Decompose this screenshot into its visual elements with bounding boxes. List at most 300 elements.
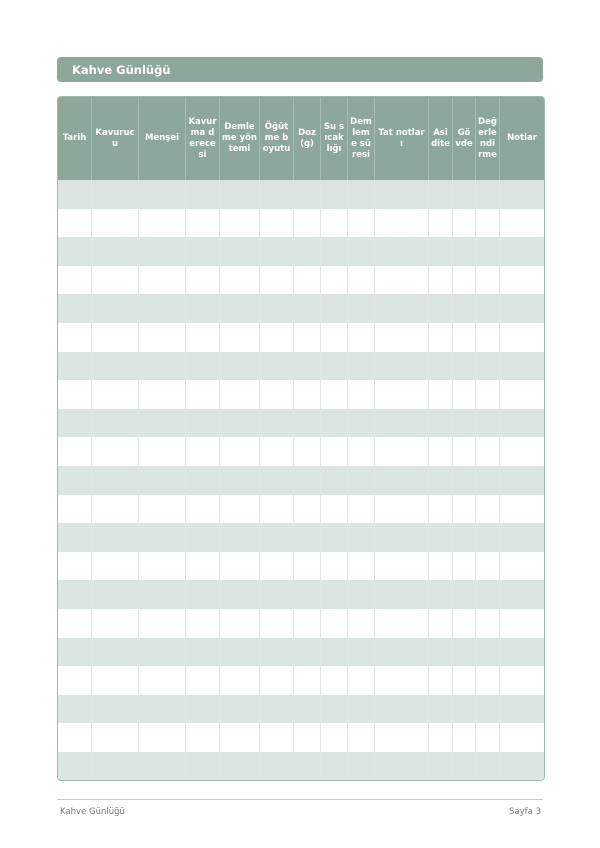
- table-cell[interactable]: [321, 352, 348, 381]
- table-cell[interactable]: [429, 695, 453, 724]
- table-cell[interactable]: [500, 552, 544, 581]
- table-cell[interactable]: [58, 180, 92, 209]
- table-cell[interactable]: [220, 180, 260, 209]
- table-cell[interactable]: [294, 523, 321, 552]
- table-cell[interactable]: [476, 723, 500, 752]
- table-cell[interactable]: [186, 237, 220, 266]
- table-cell[interactable]: [375, 323, 429, 352]
- table-cell[interactable]: [220, 352, 260, 381]
- table-cell[interactable]: [321, 294, 348, 323]
- table-cell[interactable]: [294, 237, 321, 266]
- table-cell[interactable]: [429, 180, 453, 209]
- table-cell[interactable]: [186, 437, 220, 466]
- table-cell[interactable]: [58, 437, 92, 466]
- table-cell[interactable]: [58, 466, 92, 495]
- table-cell[interactable]: [348, 523, 375, 552]
- table-cell[interactable]: [348, 352, 375, 381]
- table-row: [58, 466, 544, 495]
- table-cell[interactable]: [500, 638, 544, 667]
- table-cell[interactable]: [321, 523, 348, 552]
- table-cell[interactable]: [58, 323, 92, 352]
- table-cell[interactable]: [220, 495, 260, 524]
- table-cell[interactable]: [500, 437, 544, 466]
- table-cell[interactable]: [375, 466, 429, 495]
- table-cell[interactable]: [186, 323, 220, 352]
- table-cell[interactable]: [348, 180, 375, 209]
- table-cell[interactable]: [220, 380, 260, 409]
- table-cell[interactable]: [220, 723, 260, 752]
- table-cell[interactable]: [453, 552, 476, 581]
- table-cell[interactable]: [220, 638, 260, 667]
- table-cell[interactable]: [139, 237, 186, 266]
- table-cell[interactable]: [260, 695, 294, 724]
- table-cell[interactable]: [429, 266, 453, 295]
- table-cell[interactable]: [453, 409, 476, 438]
- table-cell[interactable]: [453, 323, 476, 352]
- table-cell[interactable]: [58, 352, 92, 381]
- table-cell[interactable]: [260, 580, 294, 609]
- table-cell[interactable]: [220, 552, 260, 581]
- table-cell[interactable]: [294, 552, 321, 581]
- table-cell[interactable]: [348, 552, 375, 581]
- table-cell[interactable]: [58, 380, 92, 409]
- table-cell[interactable]: [321, 723, 348, 752]
- table-cell[interactable]: [139, 323, 186, 352]
- table-cell[interactable]: [58, 580, 92, 609]
- table-cell[interactable]: [220, 752, 260, 781]
- table-cell[interactable]: [260, 352, 294, 381]
- table-cell[interactable]: [139, 409, 186, 438]
- table-cell[interactable]: [453, 380, 476, 409]
- table-cell[interactable]: [375, 294, 429, 323]
- table-cell[interactable]: [186, 180, 220, 209]
- table-cell[interactable]: [321, 495, 348, 524]
- table-cell[interactable]: [375, 666, 429, 695]
- table-cell[interactable]: [294, 294, 321, 323]
- table-cell[interactable]: [220, 437, 260, 466]
- table-cell[interactable]: [476, 752, 500, 781]
- table-cell[interactable]: [186, 552, 220, 581]
- column-header-brew-time: Demleme süresi: [348, 97, 375, 180]
- table-cell[interactable]: [500, 352, 544, 381]
- table-cell[interactable]: [453, 437, 476, 466]
- table-cell[interactable]: [476, 695, 500, 724]
- table-cell[interactable]: [429, 552, 453, 581]
- table-cell[interactable]: [58, 409, 92, 438]
- table-cell[interactable]: [429, 352, 453, 381]
- table-cell[interactable]: [321, 666, 348, 695]
- table-cell[interactable]: [321, 180, 348, 209]
- table-cell[interactable]: [139, 723, 186, 752]
- table-cell[interactable]: [375, 523, 429, 552]
- table-cell[interactable]: [139, 495, 186, 524]
- table-cell[interactable]: [294, 580, 321, 609]
- table-cell[interactable]: [476, 180, 500, 209]
- table-cell[interactable]: [348, 294, 375, 323]
- table-cell[interactable]: [321, 266, 348, 295]
- table-cell[interactable]: [92, 437, 139, 466]
- table-cell[interactable]: [375, 180, 429, 209]
- column-header-brew-method: Demleme yöntemi: [220, 97, 260, 180]
- table-cell[interactable]: [139, 752, 186, 781]
- table-cell[interactable]: [375, 580, 429, 609]
- table-cell[interactable]: [92, 580, 139, 609]
- table-cell[interactable]: [476, 209, 500, 238]
- table-cell[interactable]: [476, 352, 500, 381]
- table-cell[interactable]: [294, 638, 321, 667]
- table-cell[interactable]: [375, 723, 429, 752]
- table-cell[interactable]: [321, 695, 348, 724]
- table-cell[interactable]: [260, 180, 294, 209]
- table-cell[interactable]: [58, 237, 92, 266]
- table-cell[interactable]: [260, 237, 294, 266]
- table-cell[interactable]: [139, 294, 186, 323]
- table-cell[interactable]: [453, 352, 476, 381]
- table-cell[interactable]: [92, 723, 139, 752]
- table-cell[interactable]: [58, 523, 92, 552]
- table-cell[interactable]: [220, 609, 260, 638]
- table-cell[interactable]: [453, 180, 476, 209]
- table-cell[interactable]: [260, 523, 294, 552]
- table-cell[interactable]: [476, 466, 500, 495]
- table-cell[interactable]: [500, 609, 544, 638]
- table-cell[interactable]: [453, 638, 476, 667]
- table-cell[interactable]: [453, 294, 476, 323]
- table-cell[interactable]: [294, 466, 321, 495]
- table-cell[interactable]: [294, 437, 321, 466]
- table-cell[interactable]: [58, 666, 92, 695]
- table-cell[interactable]: [58, 294, 92, 323]
- table-cell[interactable]: [139, 180, 186, 209]
- table-cell[interactable]: [92, 323, 139, 352]
- table-cell[interactable]: [58, 552, 92, 581]
- table-cell[interactable]: [186, 495, 220, 524]
- table-cell[interactable]: [476, 580, 500, 609]
- table-cell[interactable]: [500, 409, 544, 438]
- table-cell[interactable]: [453, 752, 476, 781]
- table-cell[interactable]: [186, 352, 220, 381]
- table-cell[interactable]: [260, 552, 294, 581]
- table-cell[interactable]: [500, 323, 544, 352]
- table-cell[interactable]: [92, 466, 139, 495]
- table-cell[interactable]: [260, 495, 294, 524]
- table-cell[interactable]: [321, 237, 348, 266]
- table-cell[interactable]: [348, 323, 375, 352]
- table-cell[interactable]: [429, 409, 453, 438]
- table-cell[interactable]: [500, 523, 544, 552]
- table-cell[interactable]: [92, 752, 139, 781]
- table-cell[interactable]: [429, 237, 453, 266]
- table-cell[interactable]: [476, 437, 500, 466]
- table-cell[interactable]: [348, 437, 375, 466]
- table-cell[interactable]: [260, 723, 294, 752]
- table-cell[interactable]: [139, 666, 186, 695]
- table-cell[interactable]: [500, 209, 544, 238]
- table-cell[interactable]: [186, 580, 220, 609]
- table-cell[interactable]: [220, 323, 260, 352]
- table-cell[interactable]: [453, 580, 476, 609]
- table-cell[interactable]: [500, 466, 544, 495]
- table-cell[interactable]: [476, 266, 500, 295]
- table-cell[interactable]: [92, 352, 139, 381]
- table-cell[interactable]: [139, 437, 186, 466]
- table-cell[interactable]: [375, 695, 429, 724]
- table-cell[interactable]: [220, 695, 260, 724]
- table-cell[interactable]: [92, 380, 139, 409]
- table-cell[interactable]: [321, 209, 348, 238]
- table-cell[interactable]: [186, 266, 220, 295]
- table-cell[interactable]: [260, 294, 294, 323]
- table-cell[interactable]: [500, 266, 544, 295]
- table-cell[interactable]: [321, 609, 348, 638]
- table-cell[interactable]: [375, 638, 429, 667]
- table-cell[interactable]: [186, 723, 220, 752]
- table-cell[interactable]: [375, 609, 429, 638]
- table-cell[interactable]: [453, 466, 476, 495]
- table-cell[interactable]: [260, 266, 294, 295]
- table-cell[interactable]: [348, 723, 375, 752]
- table-cell[interactable]: [429, 638, 453, 667]
- table-cell[interactable]: [92, 409, 139, 438]
- table-cell[interactable]: [321, 409, 348, 438]
- table-cell[interactable]: [348, 495, 375, 524]
- table-cell[interactable]: [453, 209, 476, 238]
- table-cell[interactable]: [375, 380, 429, 409]
- table-cell[interactable]: [375, 437, 429, 466]
- table-cell[interactable]: [375, 752, 429, 781]
- table-cell[interactable]: [348, 752, 375, 781]
- table-cell[interactable]: [500, 294, 544, 323]
- table-cell[interactable]: [429, 466, 453, 495]
- table-cell[interactable]: [186, 380, 220, 409]
- table-row: [58, 352, 544, 381]
- table-cell[interactable]: [476, 638, 500, 667]
- table-cell[interactable]: [476, 380, 500, 409]
- table-cell[interactable]: [58, 209, 92, 238]
- table-cell[interactable]: [348, 466, 375, 495]
- table-cell[interactable]: [260, 409, 294, 438]
- table-cell[interactable]: [500, 666, 544, 695]
- table-cell[interactable]: [139, 466, 186, 495]
- table-cell[interactable]: [58, 695, 92, 724]
- table-cell[interactable]: [139, 523, 186, 552]
- table-cell[interactable]: [429, 523, 453, 552]
- table-cell[interactable]: [294, 752, 321, 781]
- table-cell[interactable]: [58, 495, 92, 524]
- table-cell[interactable]: [139, 352, 186, 381]
- table-cell[interactable]: [220, 209, 260, 238]
- table-cell[interactable]: [260, 466, 294, 495]
- table-cell[interactable]: [92, 495, 139, 524]
- table-cell[interactable]: [348, 209, 375, 238]
- table-cell[interactable]: [139, 266, 186, 295]
- table-cell[interactable]: [294, 323, 321, 352]
- table-cell[interactable]: [92, 695, 139, 724]
- table-cell[interactable]: [294, 666, 321, 695]
- table-row: [58, 209, 544, 238]
- table-cell[interactable]: [260, 666, 294, 695]
- table-cell[interactable]: [348, 409, 375, 438]
- table-cell[interactable]: [429, 495, 453, 524]
- table-cell[interactable]: [453, 237, 476, 266]
- table-cell[interactable]: [375, 352, 429, 381]
- table-cell[interactable]: [294, 380, 321, 409]
- table-cell[interactable]: [294, 609, 321, 638]
- table-cell[interactable]: [348, 237, 375, 266]
- table-cell[interactable]: [321, 380, 348, 409]
- table-cell[interactable]: [186, 209, 220, 238]
- table-cell[interactable]: [500, 580, 544, 609]
- table-cell[interactable]: [260, 609, 294, 638]
- table-cell[interactable]: [186, 695, 220, 724]
- table-cell[interactable]: [220, 523, 260, 552]
- table-cell[interactable]: [186, 294, 220, 323]
- table-cell[interactable]: [476, 409, 500, 438]
- table-cell[interactable]: [92, 294, 139, 323]
- table-cell[interactable]: [139, 695, 186, 724]
- table-cell[interactable]: [321, 638, 348, 667]
- table-cell[interactable]: [375, 237, 429, 266]
- table-cell[interactable]: [453, 695, 476, 724]
- table-cell[interactable]: [429, 209, 453, 238]
- table-cell[interactable]: [260, 752, 294, 781]
- table-cell[interactable]: [92, 180, 139, 209]
- table-cell[interactable]: [186, 609, 220, 638]
- table-cell[interactable]: [58, 638, 92, 667]
- table-cell[interactable]: [186, 523, 220, 552]
- table-cell[interactable]: [139, 609, 186, 638]
- table-cell[interactable]: [476, 294, 500, 323]
- table-cell[interactable]: [186, 752, 220, 781]
- table-cell[interactable]: [500, 752, 544, 781]
- table-cell[interactable]: [476, 666, 500, 695]
- table-cell[interactable]: [92, 609, 139, 638]
- table-cell[interactable]: [294, 209, 321, 238]
- table-cell[interactable]: [348, 380, 375, 409]
- table-cell[interactable]: [476, 495, 500, 524]
- table-cell[interactable]: [260, 437, 294, 466]
- table-cell[interactable]: [348, 638, 375, 667]
- table-cell[interactable]: [294, 352, 321, 381]
- table-cell[interactable]: [375, 552, 429, 581]
- table-cell[interactable]: [294, 266, 321, 295]
- table-cell[interactable]: [321, 752, 348, 781]
- table-cell[interactable]: [476, 237, 500, 266]
- table-cell[interactable]: [429, 752, 453, 781]
- table-cell[interactable]: [500, 723, 544, 752]
- table-cell[interactable]: [429, 666, 453, 695]
- table-cell[interactable]: [220, 237, 260, 266]
- table-cell[interactable]: [92, 552, 139, 581]
- table-cell[interactable]: [294, 695, 321, 724]
- table-cell[interactable]: [500, 495, 544, 524]
- table-cell[interactable]: [260, 380, 294, 409]
- table-cell[interactable]: [348, 695, 375, 724]
- table-cell[interactable]: [92, 266, 139, 295]
- table-cell[interactable]: [500, 695, 544, 724]
- table-cell[interactable]: [476, 609, 500, 638]
- table-cell[interactable]: [294, 180, 321, 209]
- table-cell[interactable]: [375, 209, 429, 238]
- table-cell[interactable]: [429, 380, 453, 409]
- table-cell[interactable]: [139, 552, 186, 581]
- table-cell[interactable]: [476, 552, 500, 581]
- table-cell[interactable]: [348, 266, 375, 295]
- table-cell[interactable]: [500, 237, 544, 266]
- table-cell[interactable]: [453, 609, 476, 638]
- table-cell[interactable]: [453, 523, 476, 552]
- table-cell[interactable]: [321, 466, 348, 495]
- table-cell[interactable]: [453, 266, 476, 295]
- table-cell[interactable]: [375, 495, 429, 524]
- table-cell[interactable]: [260, 638, 294, 667]
- table-cell[interactable]: [186, 638, 220, 667]
- table-cell[interactable]: [186, 409, 220, 438]
- table-cell[interactable]: [294, 495, 321, 524]
- table-cell[interactable]: [92, 666, 139, 695]
- table-cell[interactable]: [321, 437, 348, 466]
- table-cell[interactable]: [321, 323, 348, 352]
- table-cell[interactable]: [348, 666, 375, 695]
- table-cell[interactable]: [92, 523, 139, 552]
- table-cell[interactable]: [220, 666, 260, 695]
- table-cell[interactable]: [429, 609, 453, 638]
- table-cell[interactable]: [321, 580, 348, 609]
- table-cell[interactable]: [453, 666, 476, 695]
- table-cell[interactable]: [294, 409, 321, 438]
- table-cell[interactable]: [139, 380, 186, 409]
- table-cell[interactable]: [139, 638, 186, 667]
- table-cell[interactable]: [220, 409, 260, 438]
- table-cell[interactable]: [375, 266, 429, 295]
- table-cell[interactable]: [139, 209, 186, 238]
- table-cell[interactable]: [375, 409, 429, 438]
- table-cell[interactable]: [321, 552, 348, 581]
- table-cell[interactable]: [220, 294, 260, 323]
- table-cell[interactable]: [220, 266, 260, 295]
- table-cell[interactable]: [220, 580, 260, 609]
- table-cell[interactable]: [260, 323, 294, 352]
- table-cell[interactable]: [58, 723, 92, 752]
- table-cell[interactable]: [429, 323, 453, 352]
- table-cell[interactable]: [58, 752, 92, 781]
- table-cell[interactable]: [453, 723, 476, 752]
- table-cell[interactable]: [186, 466, 220, 495]
- table-cell[interactable]: [476, 323, 500, 352]
- table-cell[interactable]: [92, 638, 139, 667]
- table-cell[interactable]: [348, 580, 375, 609]
- table-cell[interactable]: [220, 466, 260, 495]
- table-cell[interactable]: [500, 380, 544, 409]
- table-cell[interactable]: [58, 609, 92, 638]
- table-cell[interactable]: [429, 294, 453, 323]
- table-cell[interactable]: [453, 495, 476, 524]
- table-cell[interactable]: [429, 437, 453, 466]
- table-cell[interactable]: [500, 180, 544, 209]
- table-cell[interactable]: [260, 209, 294, 238]
- table-cell[interactable]: [92, 209, 139, 238]
- table-cell[interactable]: [429, 580, 453, 609]
- table-cell[interactable]: [476, 523, 500, 552]
- table-cell[interactable]: [348, 609, 375, 638]
- table-cell[interactable]: [294, 723, 321, 752]
- table-cell[interactable]: [429, 723, 453, 752]
- table-cell[interactable]: [92, 237, 139, 266]
- table-cell[interactable]: [58, 266, 92, 295]
- footer-page-number: Sayfa 3: [509, 807, 541, 817]
- table-cell[interactable]: [139, 580, 186, 609]
- table-cell[interactable]: [186, 666, 220, 695]
